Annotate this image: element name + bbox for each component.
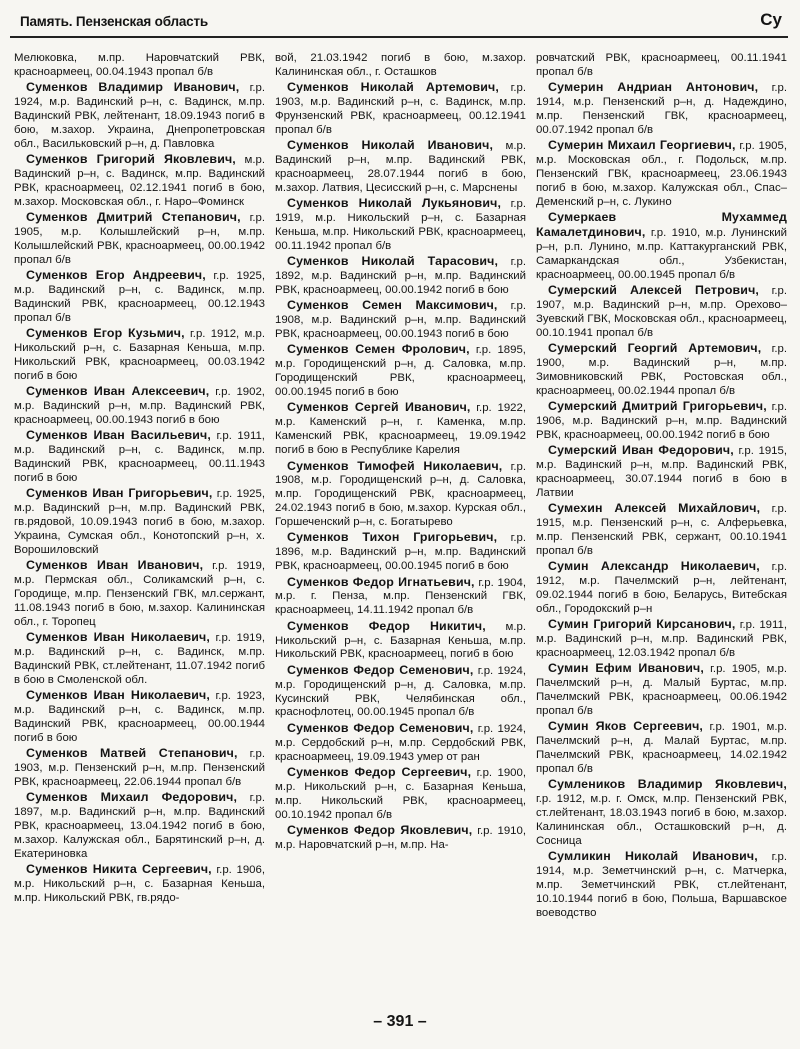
record-details: г.р. 1915, м.р. Пензенский р–н, с. Алферьевка, м.пр. Пензенский РВК, сержант, 00.10.1941 пропал б/в — [536, 503, 787, 557]
record-details: г.р. 1924, м.р. Городищенский р–н, д. Саловка, м.пр. Кусинский РВК, Челябинская обл., краснофлотец, 00.00.1945 пропал б/в — [275, 664, 526, 719]
record-entry — [14, 327, 265, 384]
record-entry — [536, 444, 787, 501]
person-name: Сумин Ефим Иванович, — [548, 661, 704, 676]
text-columns — [14, 52, 788, 997]
person-name: Суменков Сергей Иванович, — [287, 400, 471, 415]
person-name: Сумин Яков Сергеевич, — [548, 719, 704, 734]
record-details: г.р. 1915, м.р. Вадинский р–н, м.пр. Вадинский РВК, красноармеец, 30.07.1944 погиб в бою в Латвии — [536, 445, 787, 499]
record-details: ровчатский РВК, красноармеец, 00.11.1941 пропал б/в — [536, 52, 787, 78]
record-details: г.р. 1912, м.р. Пачелмский р–н, лейтенант, 09.02.1944 погиб в бою, Беларусь, Витебская обл., Городокский р–н — [536, 561, 787, 615]
record-details: г.р. 1912, м.р. Никольский р–н, с. Базарная Кеньша, м.пр. Никольский РВК, красноармеец, 00.03.1942 погиб в бою — [14, 328, 265, 382]
record-details: г.р. 1908, м.р. Городищенский р–н, д. Саловка, м.пр. Городищенский РВК, красноармеец, 24.02.1943 погиб в бою, м.захор. Курская обл., Горшеченский р–н, с. Богатырево — [275, 460, 526, 529]
person-name: Суменков Федор Никитич, — [287, 618, 486, 633]
person-name: Сумехин Алексей Михайлович, — [548, 501, 761, 516]
record-details: г.р. 1903, м.р. Вадинский р–н, с. Вадинск, м.пр. Фрунзенский РВК, красноармеец, 00.12.1941 пропал б/в — [275, 82, 526, 136]
record-details: г.р. 1902, м.р. Вадинский р–н, м.пр. Вадинский РВК, красноармеец, 00.00.1943 погиб в бою — [14, 386, 265, 426]
record-details: г.р. 1910, м.р. Наровчатский р–н, м.пр. На- — [275, 824, 526, 851]
record-details: г.р. 1908, м.р. Вадинский р–н, м.пр. Вадинский РВК, красноармеец, 00.00.1943 погиб в бою — [275, 300, 526, 341]
record-entry — [14, 81, 265, 152]
person-name: Сумин Александр Николаевич, — [548, 559, 760, 574]
record-details: г.р. 1905, м.р. Московская обл., г. Подольск, м.пр. Пензенский ГВК, красноармеец, 23.06.1943 погиб в бою, м.захор. Калужская обл., Спас–Деменский р–н, с. Лукино — [536, 140, 787, 208]
record-details: г.р. 1919, м.р. Вадинский р–н, с. Вадинск, м.пр. Вадинский РВК, ст.лейтенант, 11.07.1942 погиб в бою в Смоленской обл. — [14, 632, 265, 686]
record-details: г.р. 1905, м.р. Пачелмский р–н, д. Малый Буртас, м.пр. Пачелмский РВК, красноармеец, 00.06.1942 пропал б/в — [536, 663, 787, 718]
record-entry — [275, 460, 526, 531]
person-name: Суменков Владимир Иванович, — [26, 80, 240, 95]
record-entry — [275, 197, 526, 254]
record-entry — [275, 299, 526, 342]
record-entry — [14, 863, 265, 906]
record-entry — [14, 211, 265, 268]
record-details: г.р. 1897, м.р. Вадинский р–н, м.пр. Вадинский РВК, красноармеец, 13.04.1942 погиб в бою, м.захор. Калужская обл., Барятинский р–н, д. Екатериновка — [14, 792, 265, 860]
person-name: Сумин Григорий Кирсанович, — [548, 617, 736, 632]
person-name: Суменков Иван Николаевич, — [26, 688, 210, 703]
person-name: Сумерский Иван Федорович, — [548, 443, 734, 458]
record-details: г.р. 1900, м.р. Вадинский р–н, м.пр. Зимовниковский РВК, Ростовская обл., красноармеец, 00.02.1944 пропал б/в — [536, 343, 787, 397]
record-entry — [14, 153, 265, 210]
record-details: г.р. 1892, м.р. Вадинский р–н, м.пр. Вадинский РВК, красноармеец, 00.00.1942 погиб в бою — [275, 256, 526, 297]
record-entry — [14, 269, 265, 326]
person-name: Суменков Егор Андреевич, — [26, 268, 206, 283]
person-name: Суменков Иван Иванович, — [26, 558, 204, 573]
person-name: Суменков Иван Николаевич, — [26, 630, 210, 645]
record-details: г.р. 1904, м.р. г. Пенза, м.пр. Пензенский ГВК, красноармеец, 14.11.1942 пропал б/в — [275, 576, 526, 617]
person-name: Суменков Михаил Федорович, — [26, 790, 238, 805]
record-details: г.р. 1922, м.р. Каменский р–н, г. Каменка, м.пр. Каменский РВК, красноармеец, 19.09.1942 погиб в бою в Республике Карелия — [275, 402, 526, 457]
record-entry — [275, 401, 526, 458]
record-details: г.р. 1919, м.р. Никольский р–н, с. Базарная Кеньша, м.пр. Никольский РВК, красноармеец, 00.11.1942 пропал б/в — [275, 198, 526, 252]
record-details: вой, 21.03.1942 погиб в бою, м.захор. Калининская обл., г. Осташков — [275, 52, 526, 78]
person-name: Суменков Федор Семенович, — [287, 720, 474, 735]
person-name: Суменков Семен Фролович, — [287, 342, 470, 357]
record-entry — [14, 385, 265, 428]
record-entry — [275, 766, 526, 823]
record-entry — [275, 824, 526, 853]
record-details: г.р. 1906, м.р. Вадинский р–н, м.пр. Вадинский РВК, красноармеец, 00.00.1942 погиб в бою — [536, 401, 787, 441]
record-entry — [536, 618, 787, 661]
record-details: г.р. 1905, м.р. Колышлейский р–н, м.пр. Колышлейский РВК, красноармеец, 00.00.1942 пропал б/в — [14, 212, 265, 266]
person-name: Сумерин Андриан Антонович, — [548, 80, 759, 95]
person-name: Суменков Семен Максимович, — [287, 298, 498, 313]
record-details: г.р. 1910, м.р. Лунинский р–н, р.п. Лунино, м.пр. Каттакурганский РВК, Самаркандская обл., Узбекистан, красноармеец, 00.00.1945 пропал б/в — [536, 227, 787, 281]
record-entry — [536, 139, 787, 210]
record-details: г.р. 1900, м.р. Никольский р–н, с. Базарная Кеньша, м.пр. Никольский РВК, красноармеец, 00.10.1942 пропал б/в — [275, 766, 526, 821]
record-entry — [275, 81, 526, 138]
person-name: Суменков Федор Игнатьевич, — [287, 574, 475, 589]
record-details: г.р. 1914, м.р. Пензенский р–н, д. Надеждино, м.пр. Пензенский ГВК, красноармеец, 00.07.1942 пропал б/в — [536, 82, 787, 136]
record-entry — [14, 631, 265, 688]
section-letters: Су — [760, 10, 782, 29]
record-entry — [536, 81, 787, 138]
record-entry — [536, 502, 787, 559]
record-entry — [275, 139, 526, 196]
person-name: Суменков Николай Тарасович, — [287, 254, 499, 269]
person-name: Суменков Николай Артемович, — [287, 80, 499, 95]
person-name: Суменков Николай Иванович, — [287, 138, 494, 153]
person-name: Суменков Тихон Григорьевич, — [287, 530, 498, 545]
record-details: г.р. 1914, м.р. Земетчинский р–н, с. Матчерка, м.пр. Земетчинский РВК, ст.лейтенант, 10.10.1944 погиб в бою, Польша, Варшавское воеводство — [536, 851, 787, 919]
record-entry — [536, 400, 787, 443]
record-entry — [275, 722, 526, 765]
person-name: Суменков Иван Григорьевич, — [26, 486, 213, 501]
column-1 — [14, 52, 265, 997]
person-name: Суменков Иван Васильевич, — [26, 428, 211, 443]
record-details: г.р. 1906, м.р. Никольский р–н, с. Базарная Кеньша, м.пр. Никольский РВК, гв.рядо- — [14, 864, 265, 905]
record-entry — [275, 255, 526, 298]
record-details: г.р. 1901, м.р. Пачелмский р–н, д. Малай Буртас, м.пр. Пачелмский РВК, красноармеец, 14.02.1942 пропал б/в — [536, 721, 787, 776]
record-entry — [536, 662, 787, 719]
record-continuation — [536, 52, 787, 80]
record-entry — [275, 576, 526, 619]
record-details: Мелюковка, м.пр. Наровчатский РВК, красноармеец, 00.04.1943 пропал б/в — [14, 52, 265, 78]
person-name: Суменков Федор Яковлевич, — [287, 822, 473, 837]
person-name: Сумерский Дмитрий Григорьевич, — [548, 399, 767, 414]
record-details: г.р. 1923, м.р. Вадинский р–н, с. Вадинск, м.пр. Вадинский РВК, красноармеец, 00.00.1944 погиб в бою — [14, 690, 265, 744]
record-entry — [275, 343, 526, 400]
record-entry — [14, 791, 265, 862]
person-name: Суменков Матвей Степанович, — [26, 746, 238, 761]
record-entry — [536, 778, 787, 849]
record-continuation — [275, 52, 526, 80]
person-name: Сумерин Михаил Георгиевич, — [548, 138, 736, 153]
record-details: м.р. Никольский р–н, с. Базарная Кеньша, м.пр. Никольский РВК, красноармеец, погиб в бою — [275, 620, 526, 661]
record-details: г.р. 1924, м.р. Сердобский р–н, м.пр. Сердобский РВК, красноармеец, 19.09.1943 умер от ран — [275, 722, 526, 763]
person-name: Суменков Никита Сергеевич, — [26, 862, 212, 877]
person-name: Сумликин Николай Иванович, — [548, 849, 758, 864]
record-details: г.р. 1925, м.р. Вадинский р–н, м.пр. Вадинский РВК, гв.рядовой, 10.09.1943 погиб в бою, м.захор. Украина, Сумская обл., Конотопский р–н, х. Ворошиловский — [14, 488, 265, 556]
record-entry — [536, 284, 787, 341]
person-name: Суменков Николай Лукьянович, — [287, 196, 502, 211]
record-details: г.р. 1919, м.р. Пермская обл., Соликамский р–н, с. Городище, м.пр. Пензенский ГВК, мл.сержант, 11.08.1943 погиб в бою, м.захор. Калининская обл., г. Торопец — [14, 560, 265, 628]
record-entry — [275, 620, 526, 663]
person-name: Сумеркаев Мухаммед Камалетдинович, — [536, 210, 787, 240]
record-details: г.р. 1907, м.р. Вадинский р–н, м.пр. Орехово–Зуевский ГВК, Московская обл., красноармеец, 00.10.1941 пропал б/в — [536, 285, 787, 339]
record-details: г.р. 1911, м.р. Вадинский р–н, м.пр. Вадинский РВК, красноармеец, 12.03.1942 пропал б/в — [536, 619, 787, 660]
person-name: Суменков Федор Семенович, — [287, 662, 474, 677]
record-details: м.р. Вадинский р–н, м.пр. Вадинский РВК, красноармеец, 28.07.1944 погиб в бою, м.захор. Латвия, Цесисский р–н, с. Марснены — [275, 140, 526, 194]
record-continuation — [14, 52, 265, 80]
record-entry — [14, 429, 265, 486]
person-name: Суменков Дмитрий Степанович, — [26, 210, 241, 225]
record-details: м.р. Вадинский р–н, с. Вадинск, м.пр. Вадинский РВК, красноармеец, 02.12.1941 погиб в бою, м.захор. Московская обл., г. Наро–Фоминск — [14, 154, 265, 208]
record-entry — [14, 689, 265, 746]
column-2 — [275, 52, 526, 997]
record-entry — [14, 747, 265, 790]
record-entry — [14, 487, 265, 558]
record-entry — [536, 560, 787, 617]
record-entry — [536, 850, 787, 921]
column-3 — [536, 52, 787, 997]
book-title: Память. Пензенская область — [20, 14, 208, 29]
person-name: Суменков Григорий Яковлевич, — [26, 152, 236, 167]
record-details: г.р. 1895, м.р. Городищенский р–н, д. Саловка, м.пр. Городищенский РВК, красноармеец, 00.00.1945 погиб в бою — [275, 344, 526, 399]
person-name: Суменков Федор Сергеевич, — [287, 764, 472, 779]
record-entry — [275, 531, 526, 574]
record-details: г.р. 1896, м.р. Вадинский р–н, м.пр. Вадинский РВК, красноармеец, 00.00.1945 погиб в бою — [275, 532, 526, 573]
person-name: Сумлеников Владимир Яковлевич, — [548, 777, 787, 792]
record-details: г.р. 1925, м.р. Вадинский р–н, с. Вадинск, м.пр. Вадинский РВК, красноармеец, 00.12.1943 пропал б/в — [14, 270, 265, 324]
record-details: г.р. 1903, м.р. Пензенский р–н, м.пр. Пензенский РВК, красноармеец, 22.06.1944 пропал б/в — [14, 748, 265, 788]
record-entry — [536, 342, 787, 399]
person-name: Суменков Тимофей Николаевич, — [287, 458, 503, 473]
record-entry — [275, 664, 526, 721]
record-entry — [536, 720, 787, 777]
running-header — [10, 6, 788, 38]
record-details: г.р. 1924, м.р. Вадинский р–н, с. Вадинск, м.пр. Вадинский РВК, лейтенант, 18.09.1943 погиб в бою, м.захор. Украина, Днепропетровская обл., Васильковский р–н, д. Павловка — [14, 82, 265, 150]
record-entry — [14, 559, 265, 630]
page-number: – 391 – — [373, 1013, 427, 1030]
person-name: Сумерский Алексей Петрович, — [548, 283, 760, 298]
record-entry — [536, 211, 787, 283]
person-name: Суменков Иван Алексеевич, — [26, 384, 210, 399]
record-details: г.р. 1912, м.р. г. Омск, м.пр. Пензенский РВК, ст.лейтенант, 18.03.1943 погиб в бою, м.захор. Калининская обл., Осташковский р–н, д. Сосница — [536, 793, 787, 848]
person-name: Суменков Егор Кузьмич, — [26, 326, 185, 341]
record-details: г.р. 1911, м.р. Вадинский р–н, с. Вадинск, м.пр. Вадинский РВК, красноармеец, 00.11.1943 погиб в бою — [14, 430, 265, 485]
person-name: Сумерский Георгий Артемович, — [548, 341, 762, 356]
